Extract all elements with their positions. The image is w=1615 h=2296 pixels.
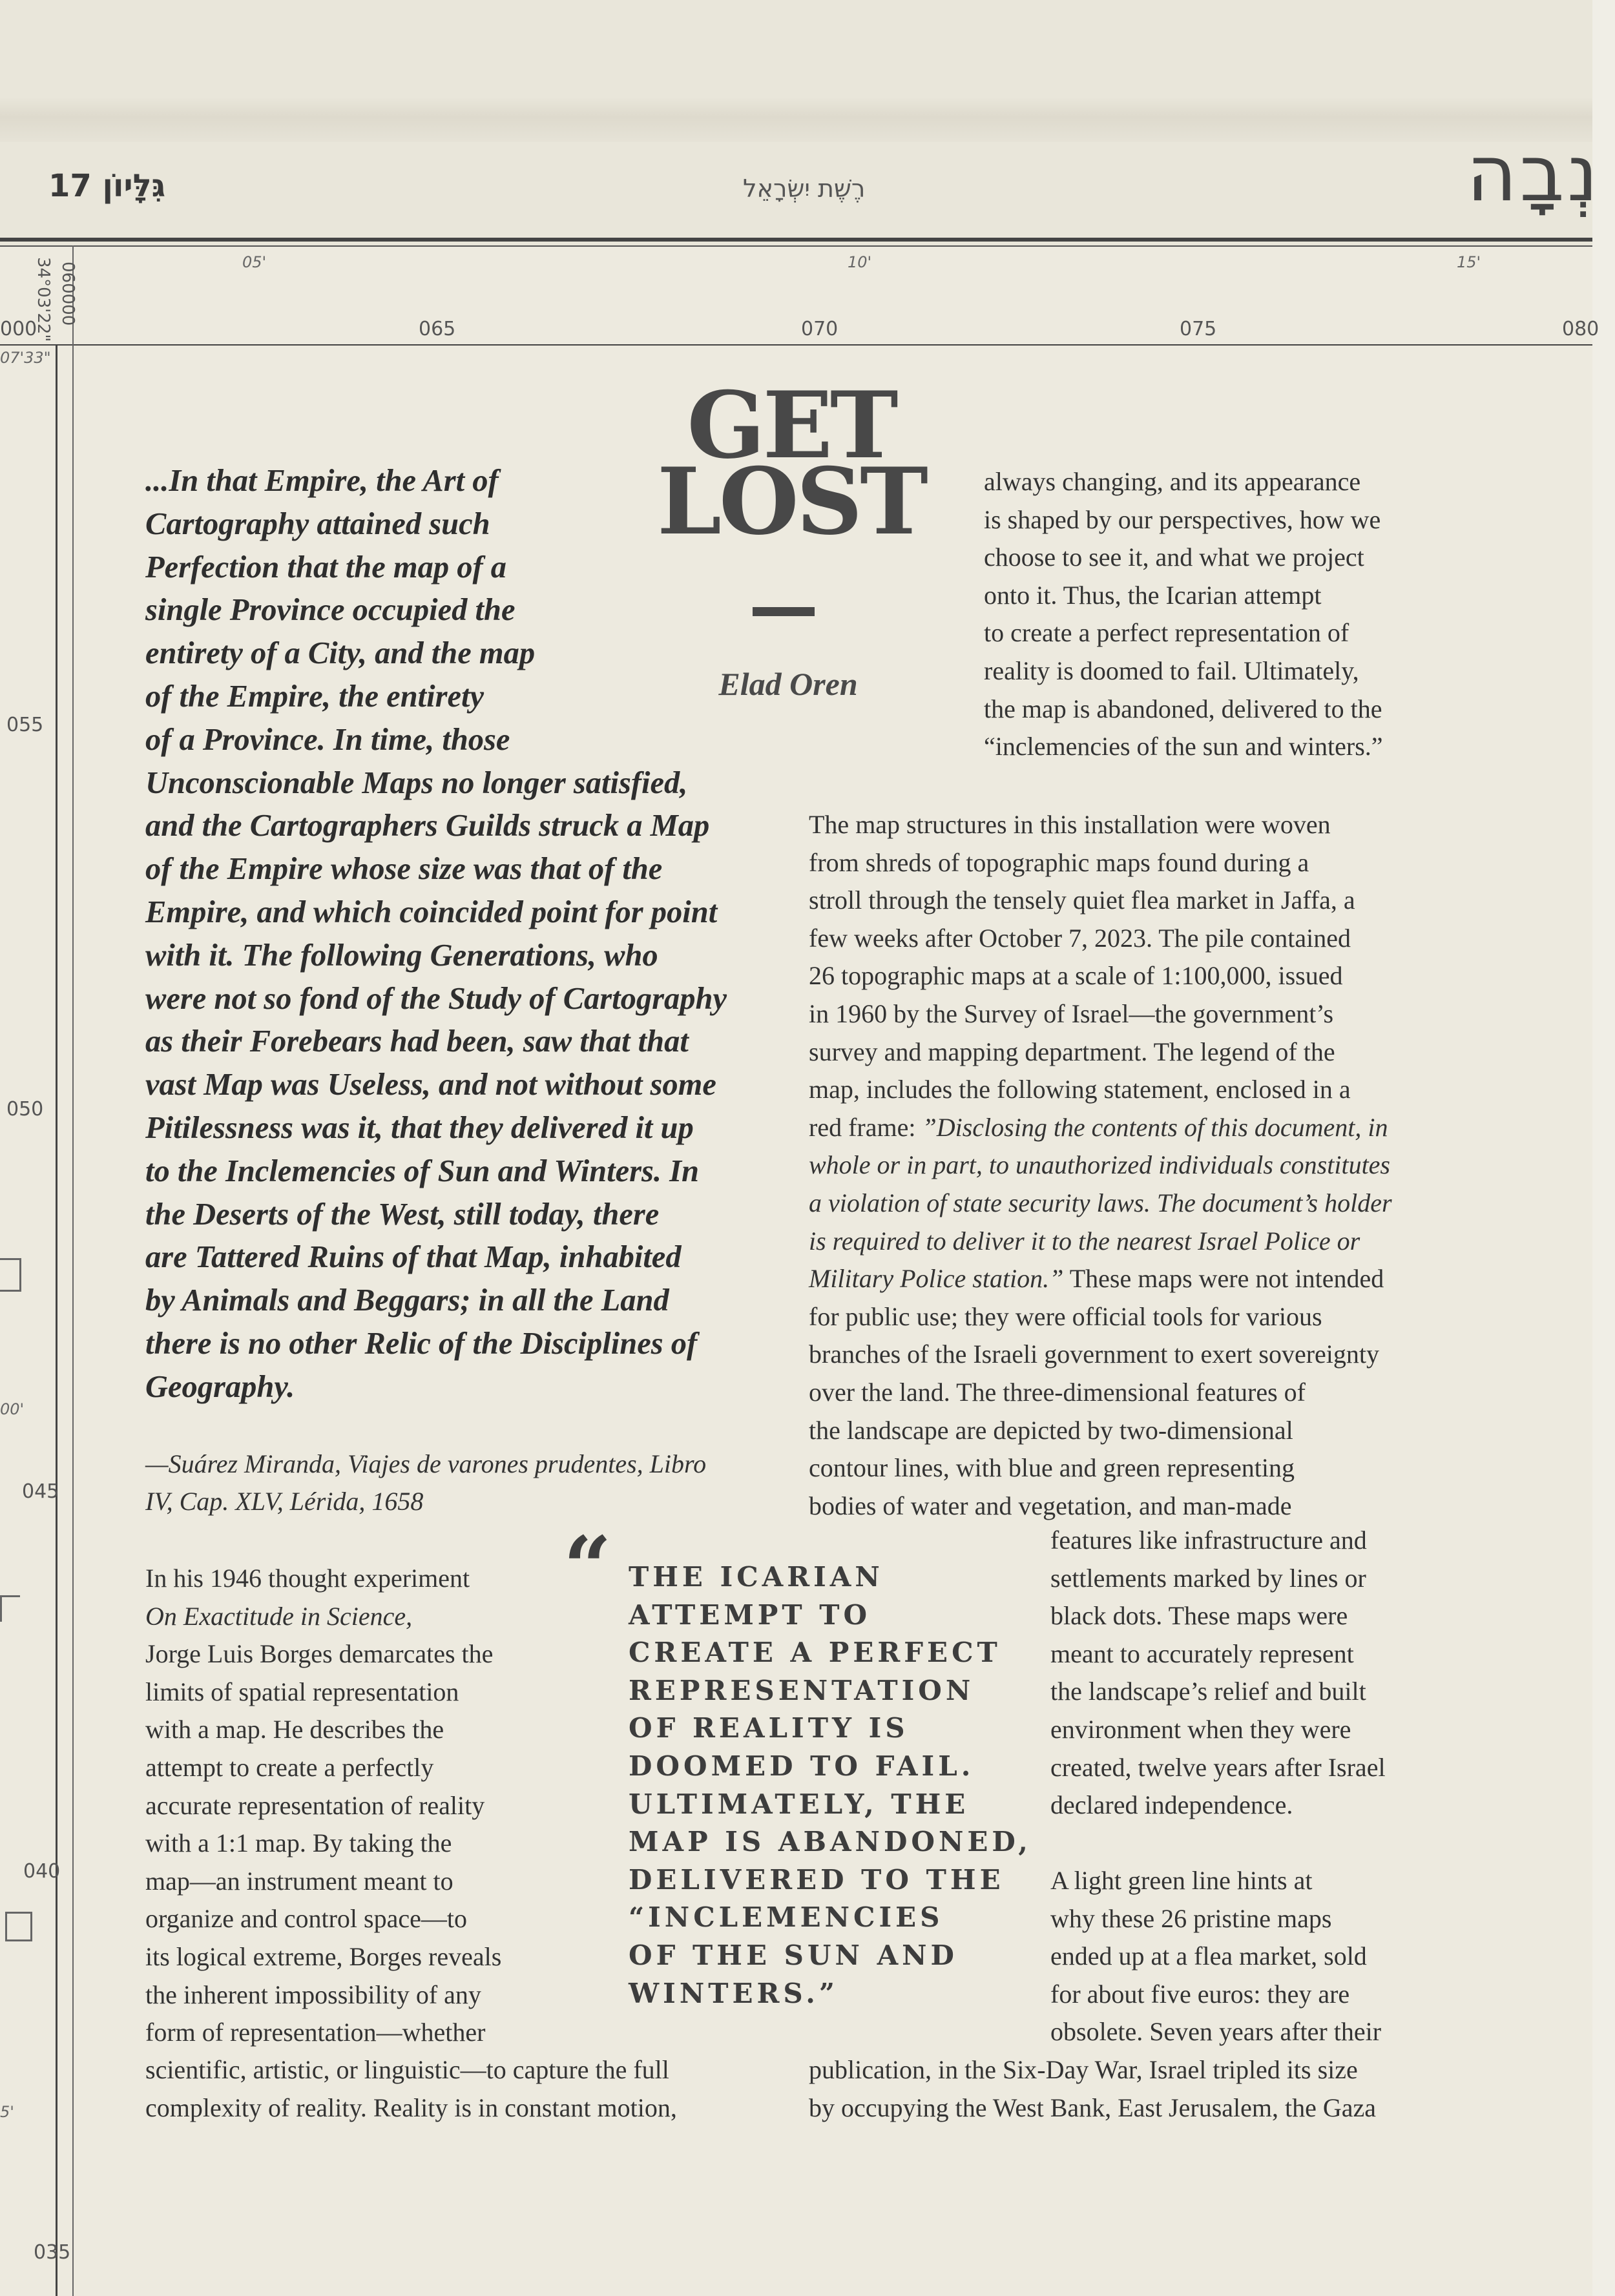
body-column-left-end — [145, 2051, 677, 2127]
text-line: THE ICARIAN — [629, 1561, 884, 1593]
sheet-edge — [1592, 0, 1615, 2296]
grid-tick: 070 — [801, 318, 839, 340]
text-line: created, twelve years after Israel — [1050, 1752, 1386, 1782]
grid-tick-left: 055 — [6, 714, 44, 736]
map-frame-top — [0, 344, 1592, 346]
text-line: Pitilessness was it, that they delivered it up — [145, 1110, 694, 1145]
attribution-line: IV, Cap. XLV, Lérida, 1658 — [145, 1487, 424, 1516]
text-line: the landscape’s relief and built — [1050, 1677, 1366, 1706]
map-symbol — [0, 1258, 21, 1292]
text-line: ...In that Empire, the Art of — [145, 464, 499, 498]
legend-quote: Military Police station.” — [809, 1264, 1064, 1294]
text-line: to create a perfect representation of — [984, 618, 1349, 648]
text-line: is required to deliver it to the nearest Israel Police or — [809, 1226, 1360, 1256]
text-line: A light green line hints at — [1050, 1866, 1313, 1895]
text-line: reality is doomed to fail. Ultimately, — [984, 656, 1359, 685]
text-line: bodies of water and vegetation, and man-made — [809, 1491, 1292, 1520]
text-line: declared independence. — [1050, 1790, 1293, 1820]
text-line: Geography. — [145, 1369, 295, 1404]
text-line: accurate representation of reality — [145, 1790, 485, 1820]
text-line: with a map. He describes the — [145, 1715, 444, 1744]
minute-tick: 10' — [848, 253, 872, 271]
text-line: CREATE A PERFECT — [629, 1637, 1001, 1669]
coordinate-grid: 060000 — [58, 262, 78, 326]
body-column-right-end — [809, 2051, 1376, 2127]
text-line: are Tattered Ruins of that Map, inhabited — [145, 1240, 682, 1275]
text-line: map, includes the following statement, enclosed in a — [809, 1075, 1351, 1104]
text-line: single Province occupied the — [145, 593, 516, 628]
book-title: On Exactitude in Science, — [145, 1601, 413, 1631]
map-symbol — [5, 1912, 32, 1941]
body-column-left — [145, 1560, 501, 2052]
text-line: by occupying the West Bank, East Jerusalem, the Gaza — [809, 2093, 1377, 2122]
text-line: settlements marked by lines or — [1050, 1563, 1366, 1593]
text-line: ATTEMPT TO — [629, 1598, 871, 1631]
author-byline: Elad Oren — [718, 666, 858, 702]
text-line: Jorge Luis Borges demarcates the — [145, 1639, 494, 1669]
text-line: a violation of state security laws. The document’s holder — [809, 1188, 1392, 1217]
minute-tick: 15' — [1457, 253, 1481, 271]
text-line: in 1960 by the Survey of Israel—the government’s — [809, 998, 1334, 1028]
grid-tick-left: 045 — [22, 1480, 59, 1503]
body-column-right-low2 — [1050, 1862, 1381, 2051]
title-line: LOST — [657, 448, 926, 555]
text-line: were not so fond of the Study of Cartography — [145, 981, 727, 1016]
text-line: DOOMED TO FAIL. — [629, 1750, 975, 1782]
text-line: OF REALITY IS — [629, 1712, 909, 1744]
text-line: of the Empire whose size was that of the — [145, 852, 663, 887]
text-line: The map structures in this installation were woven — [809, 810, 1331, 839]
text-line: there is no other Relic of the Disciplines of — [145, 1326, 698, 1361]
text-line: branches of the Israeli government to exert sovereignty — [809, 1339, 1380, 1369]
text-line: In his 1946 thought experiment — [145, 1564, 470, 1593]
text-line: 26 topographic maps at a scale of 1:100,000, issued — [809, 961, 1343, 991]
text-line: scientific, artistic, or linguistic—to capture the full — [145, 2055, 669, 2084]
text-line: features like infrastructure and — [1050, 1525, 1367, 1555]
grid-tick: 065 — [419, 318, 456, 340]
text-line: by Animals and Beggars; in all the Land — [145, 1283, 669, 1318]
text-line: REPRESENTATION — [629, 1674, 975, 1706]
text-line: WINTERS.” — [629, 1977, 839, 2009]
text-line: form of representation—whether — [145, 2018, 486, 2047]
text-line: publication, in the Six-Day War, Israel tripled its size — [809, 2055, 1358, 2084]
text-line — [809, 1260, 1392, 1298]
grid-tick: 000 — [0, 318, 37, 340]
text-line: over the land. The three-dimensional features of — [809, 1377, 1306, 1407]
text-line: “INCLEMENCIES — [629, 1901, 944, 1934]
map-frame-left — [56, 344, 57, 2296]
minute-tick-left: 00' — [0, 1400, 25, 1418]
text-line: for public use; they were official tools for various — [809, 1301, 1322, 1331]
text-line: obsolete. Seven years after their — [1050, 2017, 1382, 2047]
grid-tick-left: 035 — [34, 2241, 71, 2264]
epigraph-attribution — [145, 1445, 766, 1520]
text-line: ended up at a flea market, sold — [1050, 1941, 1367, 1971]
text-line: Perfection that the map of a — [145, 550, 507, 584]
text-line: few weeks after October 7, 2023. The pile contained — [809, 923, 1351, 953]
text-line: organize and control space—to — [145, 1904, 467, 1934]
text-span: These maps were not intended — [1063, 1264, 1384, 1294]
text-line: is shaped by our perspectives, how we — [984, 504, 1381, 534]
grid-tick-left: 050 — [6, 1098, 44, 1121]
quote-mark-icon: “ — [563, 1518, 612, 1617]
grid-tick-left: 040 — [23, 1860, 61, 1883]
text-line: ULTIMATELY, THE — [629, 1788, 970, 1820]
text-line: of a Province. In time, those — [145, 722, 510, 757]
text-line: onto it. Thus, the Icarian attempt — [984, 580, 1322, 610]
text-line: stroll through the tensely quiet flea market in Jaffa, a — [809, 885, 1355, 915]
text-line: as their Forebears had been, saw that that — [145, 1024, 689, 1059]
minute-tick-left: 5' — [0, 2103, 14, 2121]
grid-tick: 080 — [1562, 318, 1599, 340]
text-line: “inclemencies of the sun and winters.” — [984, 732, 1383, 761]
text-line: Cartography attained such — [145, 506, 490, 541]
body-column-right-mid — [809, 806, 1392, 1525]
text-line: MAP IS ABANDONED, — [629, 1826, 1032, 1858]
text-line: to the Inclemencies of Sun and Winters. In — [145, 1153, 699, 1188]
minute-tick: 05' — [242, 253, 267, 271]
text-line: the inherent impossibility of any — [145, 1980, 481, 2009]
text-line: from shreds of topographic maps found during a — [809, 847, 1309, 877]
map-fold-shadow — [0, 97, 1592, 142]
text-line: OF THE SUN AND — [629, 1939, 958, 1971]
text-line: attempt to create a perfectly — [145, 1752, 434, 1782]
sheet-name: רֶשֶׁת יִשְׂרָאֵל — [743, 174, 866, 203]
text-line: of the Empire, the entirety — [145, 679, 484, 714]
sheet-corner-letters: נְבָה — [1466, 129, 1601, 219]
text-line: Unconscionable Maps no longer satisfied, — [145, 765, 688, 800]
text-line: with it. The following Generations, who — [145, 938, 658, 973]
pull-quote — [629, 1558, 1055, 2012]
text-line: meant to accurately represent — [1050, 1639, 1354, 1668]
map-border-rule — [0, 245, 1592, 247]
text-line: entirety of a City, and the map — [145, 636, 536, 671]
text-line: with a 1:1 map. By taking the — [145, 1828, 452, 1858]
text-line: contour lines, with blue and green representing — [809, 1453, 1295, 1483]
text-line: black dots. These maps were — [1050, 1601, 1348, 1631]
text-line: vast Map was Useless, and not without some — [145, 1068, 716, 1102]
map-border-rule — [0, 238, 1592, 242]
text-line: environment when they were — [1050, 1714, 1351, 1744]
text-line: DELIVERED TO THE — [629, 1863, 1005, 1896]
text-line: the landscape are depicted by two-dimensional — [809, 1415, 1293, 1445]
text-line: choose to see it, and what we project — [984, 543, 1364, 572]
text-line: Empire, and which coincided point for point — [145, 895, 718, 929]
title-line: GET — [687, 372, 896, 479]
text-line: its logical extreme, Borges reveals — [145, 1941, 502, 1971]
body-column-right-low — [1050, 1522, 1386, 1825]
text-line: survey and mapping department. The legend of the — [809, 1037, 1335, 1066]
text-line: why these 26 pristine maps — [1050, 1903, 1332, 1933]
coordinate-lat: 34°03'22" — [34, 257, 53, 342]
epigraph — [145, 460, 791, 1409]
text-line: the Deserts of the West, still today, there — [145, 1197, 660, 1232]
text-line: map—an instrument meant to — [145, 1866, 453, 1896]
sheet-number-label: גִּלָּיוֹן 17 — [48, 168, 166, 204]
text-line: always changing, and its appearance — [984, 467, 1361, 496]
attribution-line: —Suárez Miranda, Viajes de varones prudentes, Libro — [145, 1449, 707, 1478]
text-line: whole or in part, to unauthorized individuals constitutes — [809, 1150, 1390, 1180]
legend-quote: ”Disclosing the contents of this document, in — [922, 1112, 1388, 1142]
text-line: limits of spatial representation — [145, 1677, 459, 1706]
body-column-right-top — [984, 463, 1383, 766]
map-frame-inner-left — [72, 245, 74, 2296]
text-line — [809, 1109, 1392, 1147]
text-line: for about five euros: they are — [1050, 1979, 1350, 2009]
coordinate-minutes: 07'33" — [0, 349, 51, 367]
map-symbol — [0, 1595, 20, 1622]
text-line: and the Cartographers Guilds struck a Map — [145, 809, 710, 843]
grid-tick: 075 — [1180, 318, 1217, 340]
text-span: red frame: — [809, 1112, 922, 1142]
text-line: the map is abandoned, delivered to the — [984, 694, 1382, 723]
text-line: complexity of reality. Reality is in constant motion, — [145, 2093, 677, 2122]
